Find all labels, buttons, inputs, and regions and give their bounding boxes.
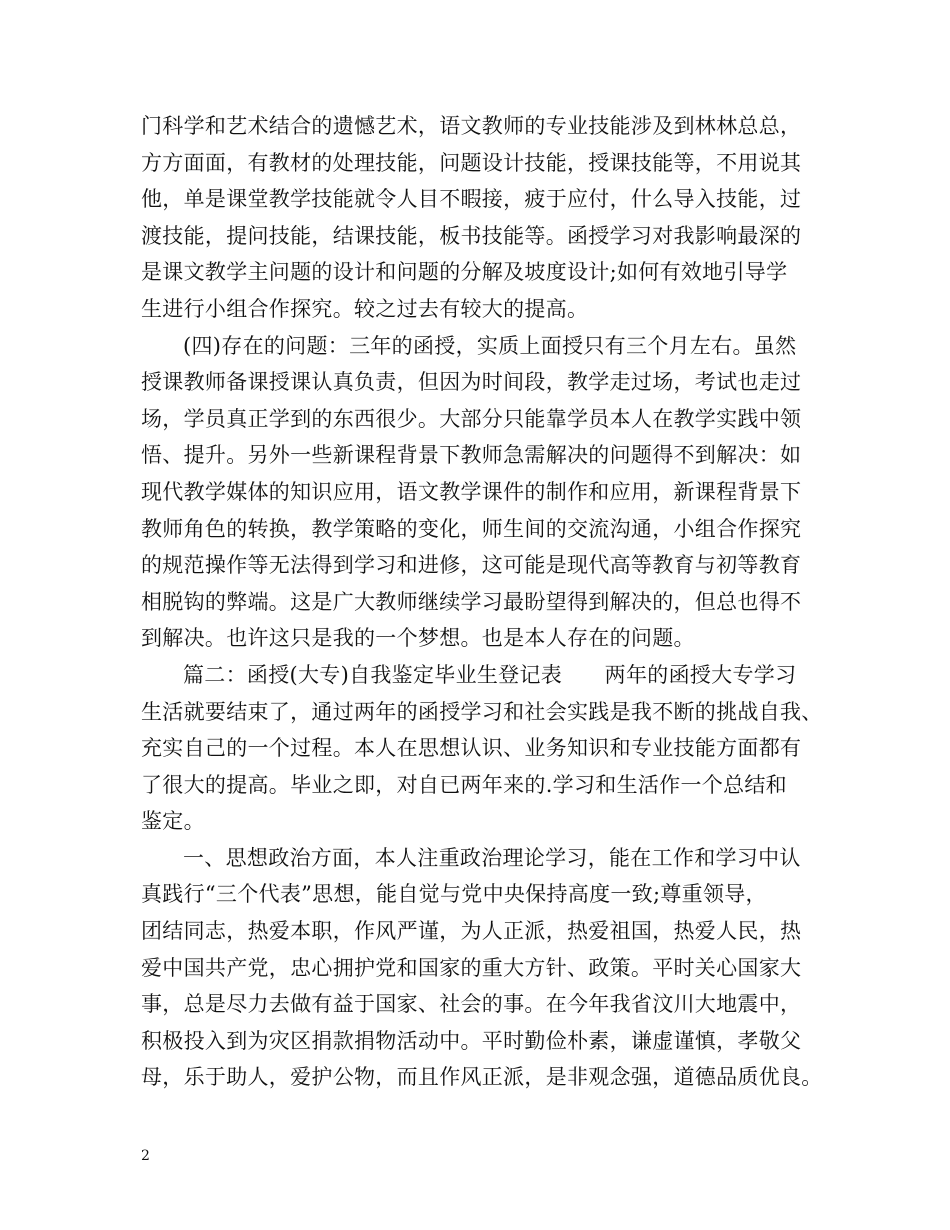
text-line: 现代教学媒体的知识应用，语文教学课件的制作和应用，新课程背景下 — [141, 479, 802, 504]
paragraph-start-line: 篇二：函授(大专)自我鉴定毕业生登记表 两年的函授大专学习 — [183, 662, 797, 687]
text-line: 的规范操作等无法得到学习和进修，这可能是现代高等教育与初等教育 — [141, 553, 802, 578]
paragraph-start-line: (四)存在的问题：三年的函授，实质上面授只有三个月左右。虽然 — [183, 333, 797, 358]
text-line: 方方面面，有教材的处理技能，问题设计技能，授课技能等，不用说其 — [141, 150, 802, 175]
text-line: 渡技能，提问技能，结课技能，板书技能等。函授学习对我影响最深的 — [141, 223, 802, 248]
text-line: 生进行小组合作探究。较之过去有较大的提高。 — [141, 296, 589, 321]
text-line: 教师角色的转换，教学策略的变化，师生间的交流沟通，小组合作探究 — [141, 516, 802, 541]
text-line: 他，单是课堂教学技能就令人目不暇接，疲于应付，什么导入技能，过 — [141, 187, 802, 212]
text-line: 鉴定。 — [141, 809, 205, 834]
text-line: 是课文教学主问题的设计和问题的分解及坡度设计;如何有效地引导学 — [141, 260, 788, 285]
text-line: 积极投入到为灾区捐款捐物活动中。平时勤俭朴素，谦虚谨慎，孝敬父 — [141, 1028, 802, 1053]
text-line: 门科学和艺术结合的遗憾艺术，语文教师的专业技能涉及到林林总总， — [141, 114, 802, 138]
page-number: 2 — [141, 1148, 150, 1164]
text-line: 悟、提升。另外一些新课程背景下教师急需解决的问题得不到解决：如 — [141, 443, 802, 468]
text-line: 真践行“三个代表”思想，能自觉与党中央保持高度一致;尊重领导， — [141, 882, 767, 907]
text-line: 到解决。也许这只是我的一个梦想。也是本人存在的问题。 — [141, 626, 695, 651]
text-line: 场，学员真正学到的东西很少。大部分只能靠学员本人在教学实践中领 — [141, 406, 802, 431]
paragraph-start-line: 一、思想政治方面，本人注重政治理论学习，能在工作和学习中认 — [183, 845, 801, 870]
text-line: 爱中国共产党，忠心拥护党和国家的重大方针、政策。平时关心国家大 — [141, 955, 802, 980]
text-line: 了很大的提高。毕业之即，对自已两年来的.学习和生活作一个总结和 — [141, 772, 787, 797]
text-line: 母，乐于助人，爱护公物，而且作风正派，是非观念强，道德品质优良。 — [141, 1065, 823, 1090]
text-line: 团结同志，热爱本职，作风严谨，为人正派，热爱祖国，热爱人民，热 — [141, 919, 802, 944]
text-line: 充实自己的一个过程。本人在思想认识、业务知识和专业技能方面都有 — [141, 736, 802, 761]
text-line: 生活就要结束了，通过两年的函授学习和社会实践是我不断的挑战自我、 — [141, 699, 823, 724]
text-line: 事，总是尽力去做有益于国家、社会的事。在今年我省汶川大地震中， — [141, 992, 802, 1017]
text-line: 相脱钩的弊端。这是广大教师继续学习最盼望得到解决的，但总也得不 — [141, 589, 802, 614]
body-text — [141, 108, 821, 1096]
text-line: 授课教师备课授课认真负责，但因为时间段，教学走过场，考试也走过 — [141, 370, 802, 395]
